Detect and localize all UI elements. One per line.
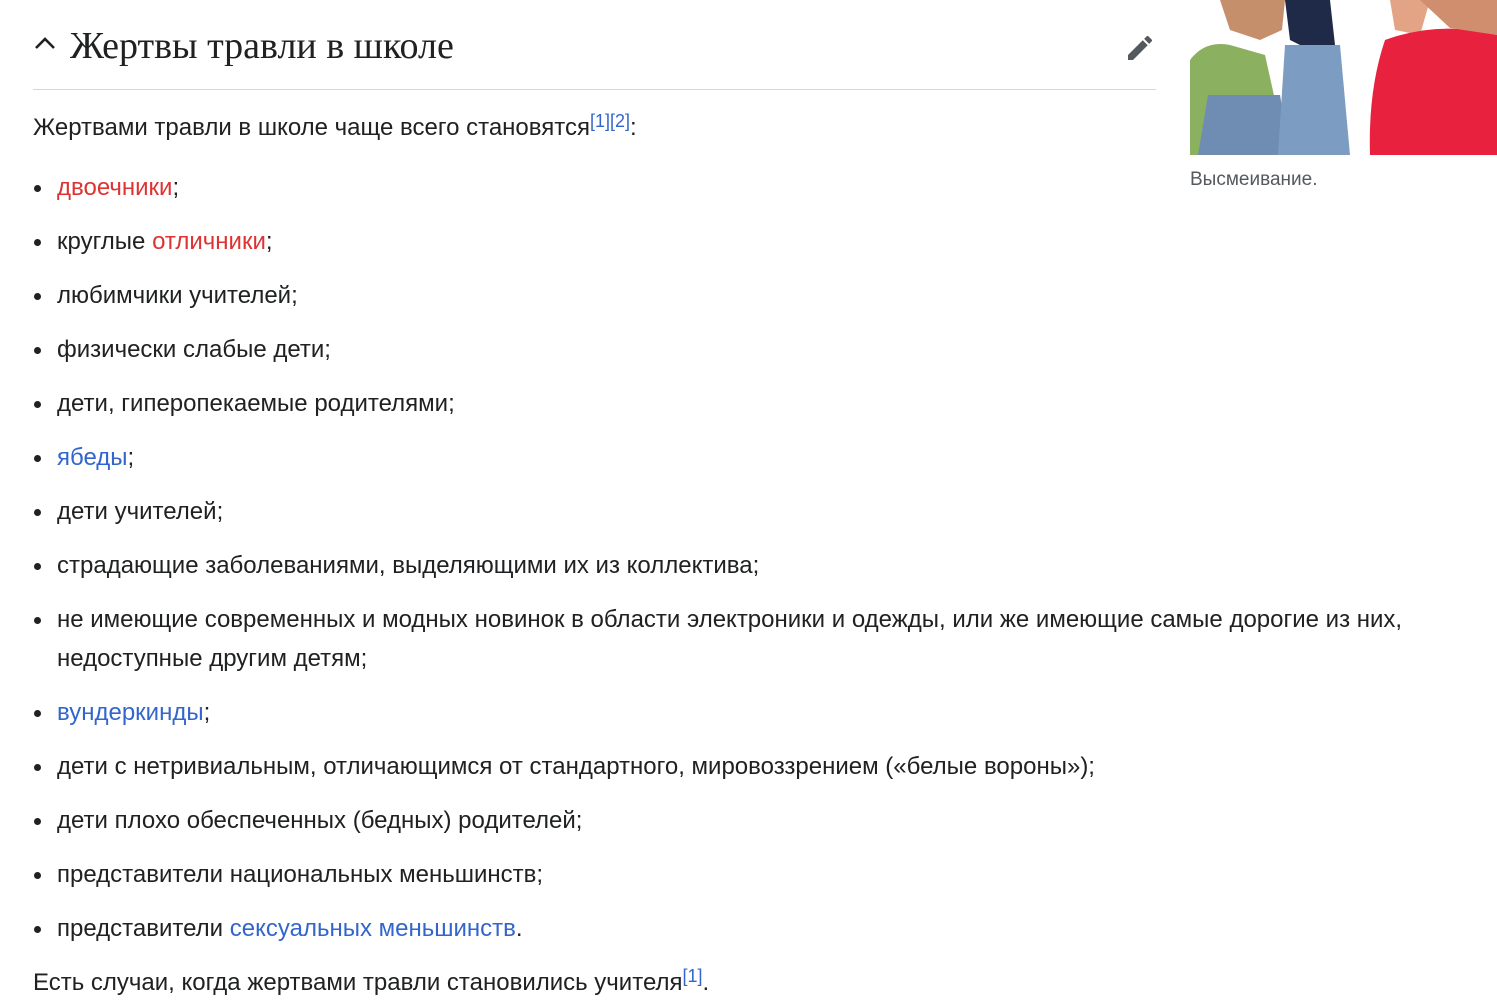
list-item-punctuation: ; [265, 228, 273, 255]
list-item-text: представители национальных меньшинств; [57, 861, 544, 888]
list-item-punctuation: ; [172, 174, 180, 201]
list-item [33, 546, 1473, 585]
reference-2-link[interactable]: [2] [609, 111, 630, 131]
list-item-link[interactable]: ябеды [57, 444, 128, 471]
list-item-text: физически слабые дети; [57, 336, 331, 363]
intro-end: : [630, 114, 637, 141]
chevron-up-icon[interactable] [33, 30, 57, 54]
list-item-link[interactable]: сексуальных меньшинств [229, 915, 516, 942]
list-item [33, 438, 1473, 477]
victims-list [33, 168, 1473, 963]
list-item [33, 693, 1473, 732]
list-item-text: дети плохо обеспеченных (бедных) родителей; [57, 807, 583, 834]
reference-1[interactable] [590, 111, 610, 131]
list-item [33, 801, 1473, 840]
reference-1-link[interactable]: [1] [589, 111, 610, 131]
section-title: Жертвы травли в школе [70, 25, 454, 67]
list-item-punctuation: . [515, 915, 523, 942]
reference-1[interactable] [683, 966, 703, 986]
closing-paragraph [33, 960, 709, 1005]
list-item-text: дети с нетривиальным, отличающимся от стандартного, мировоззрением («белые вороны»); [57, 753, 1095, 780]
closing-text: Есть случаи, когда жертвами травли становились учителя [33, 969, 683, 996]
list-item [33, 747, 1473, 786]
list-item [33, 492, 1473, 531]
list-item [33, 909, 1473, 948]
list-item-text: любимчики учителей; [57, 282, 298, 309]
list-item [33, 222, 1473, 261]
list-item-text: представители [57, 915, 230, 942]
list-item [33, 168, 1473, 207]
list-item [33, 276, 1473, 315]
closing-reference-link[interactable]: [1] [682, 966, 703, 986]
list-item-text: страдающие заболеваниями, выделяющими их из коллектива; [57, 552, 760, 579]
ridicule-image[interactable] [1190, 0, 1497, 155]
reference-2[interactable] [610, 111, 630, 131]
figure-caption: Высмеивание. [1190, 169, 1318, 190]
closing-end: . [702, 969, 710, 996]
intro-paragraph [33, 105, 637, 150]
list-item-punctuation: ; [127, 444, 135, 471]
pencil-icon[interactable] [1124, 32, 1156, 64]
list-item-link[interactable]: двоечники [57, 174, 173, 201]
list-item [33, 600, 1473, 678]
list-item-text: дети учителей; [57, 498, 224, 525]
list-item-text: не имеющие современных и модных новинок в области электроники и одежды, или же имеющие самые дорогие из них, недоступные другим детям; [57, 606, 1403, 672]
list-item-punctuation: ; [203, 699, 211, 726]
list-item-text: дети, гиперопекаемые родителями; [57, 390, 455, 417]
list-item [33, 384, 1473, 423]
thumbnail-figure [1190, 0, 1497, 192]
list-item-link[interactable]: вундеркинды [57, 699, 204, 726]
list-item [33, 330, 1473, 369]
section-header [33, 0, 1156, 90]
list-item-text: круглые [57, 228, 153, 255]
intro-text: Жертвами травли в школе чаще всего становятся [33, 114, 590, 141]
list-item-link[interactable]: отличники [152, 228, 266, 255]
list-item [33, 855, 1473, 894]
